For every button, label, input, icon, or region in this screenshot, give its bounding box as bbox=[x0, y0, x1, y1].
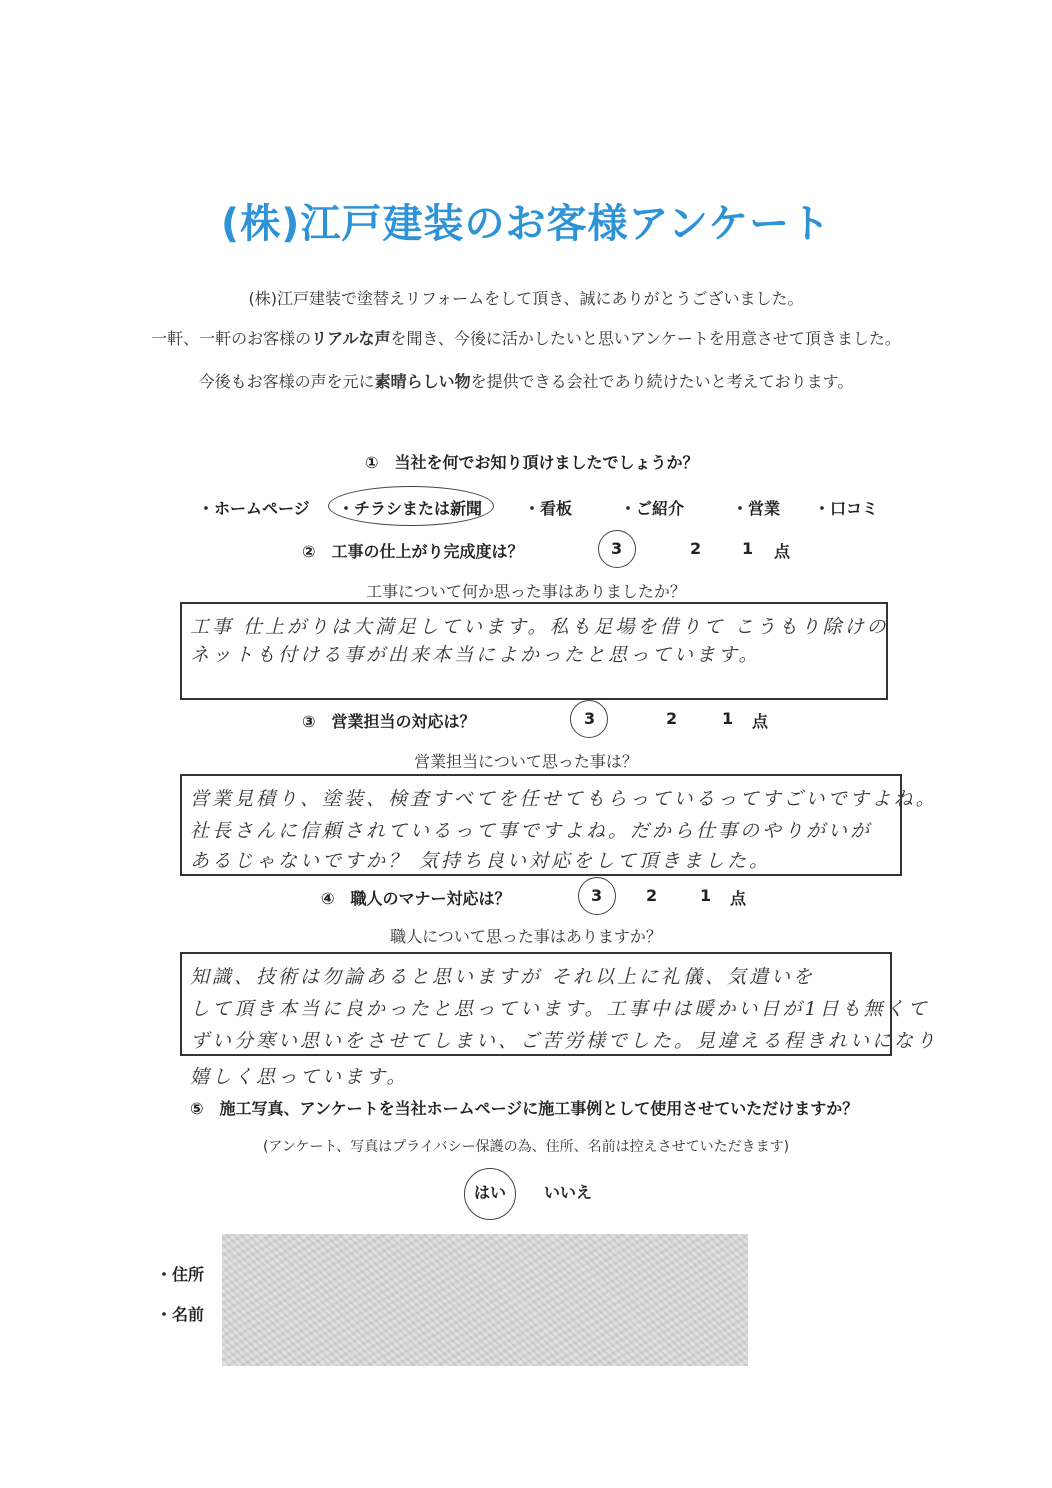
intro-line-3: 今後もお客様の声を元に素晴らしい物を提供できる会社であり続けたいと考えております。 bbox=[198, 372, 854, 391]
intro-line-2: 一軒、一軒のお客様のリアルな声を聞き、今後に活かしたいと思いアンケートを用意させて頂きました。 bbox=[151, 329, 901, 348]
q3-selection-circle bbox=[570, 700, 608, 738]
q3-sub-question: 営業担当について思った事は？ bbox=[414, 752, 638, 771]
q1-option-flyer[interactable]: ・チラシまたは新聞 bbox=[338, 499, 483, 518]
q2-answer-line-1: 工事 仕上がりは大満足しています。私も足場を借りて こうもり除けの bbox=[190, 616, 889, 638]
q2-score-3[interactable]: 3 bbox=[611, 539, 623, 558]
address-label: ・住所 bbox=[156, 1265, 205, 1284]
q3-score-2[interactable]: 2 bbox=[666, 709, 678, 728]
q3-answer-line-2: 社長さんに信頼されているって事ですよね。だから仕事のやりがいが bbox=[190, 820, 873, 842]
q4-sub-question: 職人について思った事はありますか？ bbox=[390, 927, 662, 946]
q1-option-homepage[interactable]: ・ホームページ bbox=[198, 499, 310, 518]
q3-score-3[interactable]: 3 bbox=[584, 709, 596, 728]
q1-option-sales[interactable]: ・営業 bbox=[732, 499, 781, 518]
q4-answer-line-4: 嬉しく思っています。 bbox=[190, 1066, 409, 1088]
q2-sub-question: 工事について何か思った事はありましたか？ bbox=[366, 582, 686, 601]
q2-selection-circle bbox=[598, 530, 636, 568]
name-label: ・名前 bbox=[156, 1305, 205, 1324]
q1-selection-circle bbox=[328, 486, 494, 526]
q4-selection-circle bbox=[578, 877, 616, 915]
q4-score-unit: 点 bbox=[730, 889, 747, 908]
q2-answer-line-2: ネットも付ける事が出来本当によかったと思っています。 bbox=[190, 644, 761, 666]
q4-answer-line-3: ずい分寒い思いをさせてしまい、ご苦労様でした。見違える程きれいになり bbox=[190, 1030, 939, 1052]
q2-label: ② 工事の仕上がり完成度は？ bbox=[302, 542, 524, 561]
q3-answer-line-1: 営業見積り、塗装、検査すべてを任せてもらっているってすごいですよね。 bbox=[190, 788, 938, 810]
q3-score-1[interactable]: 1 bbox=[722, 709, 734, 728]
q4-score-2[interactable]: 2 bbox=[646, 886, 658, 905]
q2-answer-box[interactable] bbox=[180, 602, 888, 700]
q1-option-signboard[interactable]: ・看板 bbox=[524, 499, 573, 518]
q4-score-1[interactable]: 1 bbox=[700, 886, 712, 905]
q5-no-option[interactable]: いいえ bbox=[544, 1183, 593, 1202]
page-title: (株)江戸建装のお客様アンケート bbox=[220, 201, 832, 247]
q2-score-1[interactable]: 1 bbox=[742, 539, 754, 558]
q2-score-unit: 点 bbox=[774, 542, 791, 561]
intro-line-1: (株)江戸建装で塗替えリフォームをして頂き、誠にありがとうございました。 bbox=[248, 289, 804, 308]
q5-label: ⑤ 施工写真、アンケートを当社ホームページに施工事例として使用させていただけますか？ bbox=[190, 1099, 859, 1118]
q3-answer-line-3: あるじゃないですか？ 気持ち良い対応をして頂きました。 bbox=[190, 850, 772, 872]
q3-answer-box[interactable] bbox=[180, 774, 938, 876]
q1-option-referral[interactable]: ・ご紹介 bbox=[620, 499, 685, 518]
q2-score-2[interactable]: 2 bbox=[690, 539, 702, 558]
q3-score-unit: 点 bbox=[752, 712, 769, 731]
q5-yes-option[interactable]: はい bbox=[474, 1183, 507, 1202]
q5-selection-circle bbox=[464, 1168, 516, 1220]
q1-option-word-of-mouth[interactable]: ・口コミ bbox=[814, 499, 879, 518]
q3-label: ③ 営業担当の対応は？ bbox=[302, 712, 476, 731]
q4-score-3[interactable]: 3 bbox=[591, 886, 603, 905]
q4-answer-line-1: 知識、技術は勿論あると思いますが それ以上に礼儀、気遣いを bbox=[190, 966, 816, 988]
q5-note: (アンケート、写真はプライバシー保護の為、住所、名前は控えさせていただきます) bbox=[262, 1139, 790, 1155]
q4-answer-box[interactable] bbox=[180, 952, 939, 1056]
q4-label: ④ 職人のマナー対応は？ bbox=[321, 889, 511, 908]
q1-label: ① 当社を何でお知り頂けましたでしょうか？ bbox=[365, 453, 699, 472]
q4-answer-line-2: して頂き本当に良かったと思っています。工事中は暖かい日が1日も無くて bbox=[190, 998, 930, 1020]
redacted-personal-info bbox=[222, 1234, 748, 1366]
